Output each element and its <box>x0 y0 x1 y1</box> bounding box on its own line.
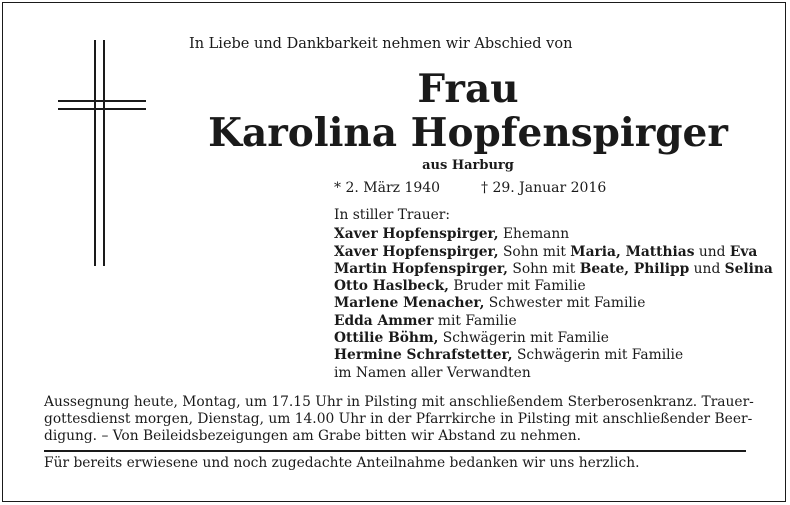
service-line: gottesdienst morgen, Dienstag, um 14.00 Uhr in der Pfarrkirche in Pilsting mit anschließender Beer- <box>44 411 753 427</box>
mourner-name: Maria, Matthias <box>570 243 695 260</box>
mourner-row <box>334 347 773 364</box>
mourner-rows <box>334 226 773 382</box>
mourner-name: Ottilie Böhm, <box>334 330 439 347</box>
mourner-name: Edda Ammer <box>334 312 434 329</box>
mourner-row <box>334 278 773 295</box>
deceased-name: Karolina Hopfenspirger <box>208 110 728 156</box>
mourner-name: Hermine Schrafstetter, <box>334 347 513 364</box>
mourner-relation: Schwägerin mit Familie <box>512 347 684 364</box>
mourner-relation: im Namen aller Verwandten <box>334 364 531 381</box>
mourner-name: Xaver Hopfenspirger, <box>334 243 499 260</box>
mourner-name: Selina <box>724 260 773 277</box>
mourner-row <box>334 295 773 312</box>
mourner-relation: Schwägerin mit Familie <box>438 330 609 347</box>
thanks-text: Für bereits erwiesene und noch zugedachte Anteilnahme bedanken wir uns herzlich. <box>44 455 640 471</box>
service-line: digung. – Von Beileidsbezeigungen am Grabe bitten wir Abstand zu nehmen. <box>44 428 581 444</box>
mourner-row <box>334 226 773 243</box>
mourner-name: Martin Hopfenspirger, <box>334 260 508 277</box>
mourner-relation: Sohn mit <box>498 243 571 260</box>
divider <box>44 450 746 452</box>
service-announcement <box>44 394 754 445</box>
mourner-relation: Sohn mit <box>507 260 580 277</box>
birth-date: * 2. März 1940 <box>334 180 441 196</box>
mourner-relation: Bruder mit Familie <box>448 278 586 295</box>
origin-text: aus Harburg <box>422 158 514 173</box>
mourner-name: Eva <box>729 243 758 260</box>
mourner-row <box>334 244 773 261</box>
mourner-name: Beate, Philipp <box>579 260 690 277</box>
mourner-row <box>334 313 773 330</box>
mourner-row <box>334 365 773 382</box>
mourner-name: Marlene Menacher, <box>334 295 485 312</box>
mourner-relation: und <box>689 260 725 277</box>
mourner-name: Xaver Hopfenspirger, <box>334 226 499 243</box>
cross-icon <box>58 40 146 266</box>
mourners-heading: In stiller Trauer: <box>334 207 451 223</box>
mourner-relation: mit Familie <box>433 312 517 329</box>
mourner-row <box>334 261 773 278</box>
service-line: Aussegnung heute, Montag, um 17.15 Uhr in Pilsting mit anschließendem Sterberosenkranz. Trauer- <box>44 394 754 410</box>
mourners-list <box>334 207 773 382</box>
mourner-relation: Ehemann <box>498 226 570 243</box>
mourner-relation: Schwester mit Familie <box>484 295 646 312</box>
mourner-row <box>334 330 773 347</box>
intro-text: In Liebe und Dankbarkeit nehmen wir Abschied von <box>189 36 573 52</box>
mourner-name: Otto Haslbeck, <box>334 278 449 295</box>
death-date: † 29. Januar 2016 <box>481 180 607 196</box>
title-salutation: Frau <box>417 66 519 112</box>
mourner-relation: und <box>694 243 730 260</box>
